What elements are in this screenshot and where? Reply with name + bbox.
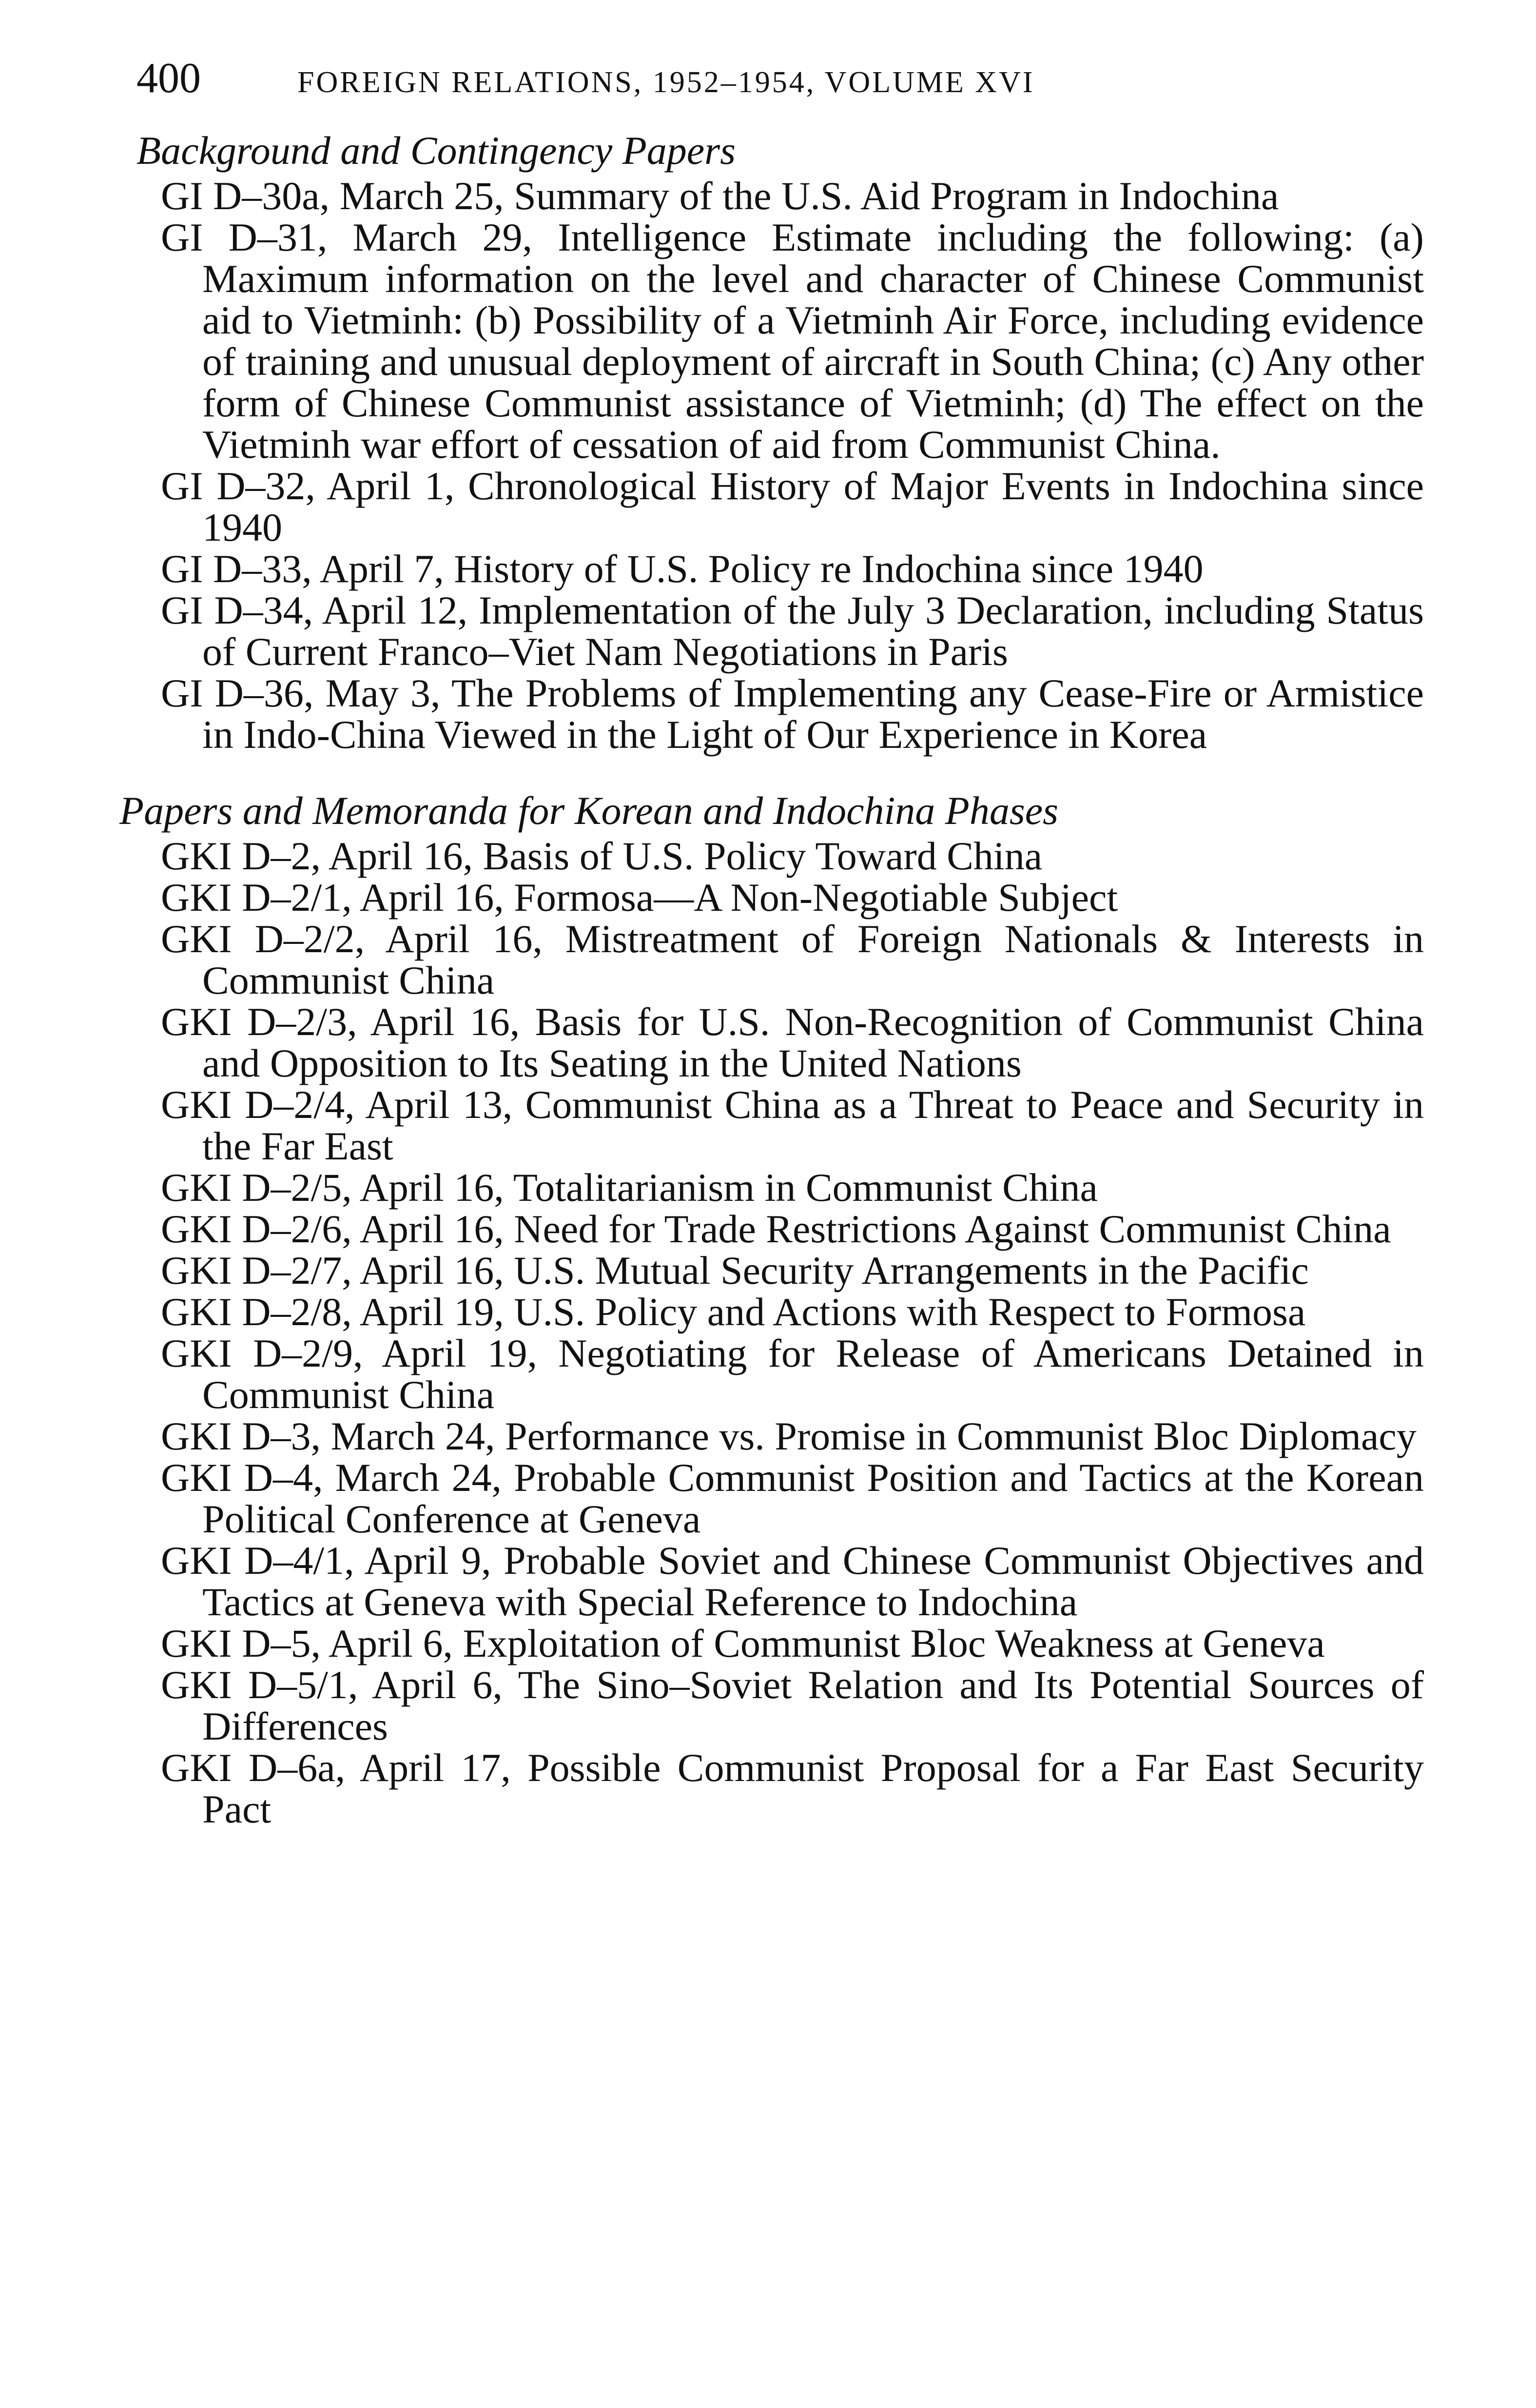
list-item: GKI D–2/3, April 16, Basis for U.S. Non-Recognition of Communist China and Opposition to Its Seating in the United Nations <box>161 999 1424 1085</box>
list-item: GKI D–2/9, April 19, Negotiating for Release of Americans Detained in Communist China <box>161 1331 1424 1417</box>
list-item: GI D–31, March 29, Intelligence Estimate including the following: (a) Maximum information on the level and character of Chinese Communist aid to Vietminh: (b) Possibility of a Vietminh Air Force, including evidence of training and unusual deployment of aircraft in South China; (c) Any other form of Chinese Communist assistance of Vietminh; (d) The effect on the Vietminh war effort of cessation of aid from Communist China. <box>161 215 1424 467</box>
list-item: GI D–33, April 7, History of U.S. Policy re Indochina since 1940 <box>161 547 1204 591</box>
section-heading-papers-memoranda: Papers and Memoranda for Korean and Indochina Phases <box>119 788 1059 833</box>
list-item: GKI D–2/5, April 16, Totalitarianism in Communist China <box>161 1165 1098 1210</box>
list-item: GKI D–2/8, April 19, U.S. Policy and Actions with Respect to Formosa <box>161 1290 1306 1334</box>
list-item: GKI D–5/1, April 6, The Sino–Soviet Relation and Its Potential Sources of Differences <box>161 1663 1424 1748</box>
list-item: GI D–30a, March 25, Summary of the U.S. Aid Program in Indochina <box>161 174 1279 218</box>
papers-memoranda-list <box>119 835 1424 1830</box>
list-item: GI D–32, April 1, Chronological History of Major Events in Indochina since 1940 <box>161 464 1424 549</box>
list-item: GKI D–3, March 24, Performance vs. Promise in Communist Bloc Diplomacy <box>161 1414 1417 1458</box>
list-item: GKI D–5, April 6, Exploitation of Communist Bloc Weakness at Geneva <box>161 1621 1325 1665</box>
list-item: GKI D–2/4, April 13, Communist China as a Threat to Peace and Security in the Far East <box>161 1082 1424 1168</box>
list-item: GKI D–2/7, April 16, U.S. Mutual Security Arrangements in the Pacific <box>161 1248 1309 1292</box>
page-number: 400 <box>136 55 201 102</box>
list-item: GKI D–6a, April 17, Possible Communist Proposal for a Far East Security Pact <box>161 1745 1424 1831</box>
list-item: GKI D–4/1, April 9, Probable Soviet and Chinese Communist Objectives and Tactics at Geneva with Special Reference to Indochina <box>161 1538 1424 1624</box>
list-item: GI D–36, May 3, The Problems of Implementing any Cease-Fire or Armistice in Indo-China Viewed in the Light of Our Experience in Korea <box>161 671 1424 757</box>
list-item: GI D–34, April 12, Implementation of the July 3 Declaration, including Status of Current Franco–Viet Nam Negotiations in Paris <box>161 588 1424 674</box>
background-papers-list <box>119 175 1424 755</box>
list-item: GKI D–2, April 16, Basis of U.S. Policy Toward China <box>161 834 1043 878</box>
list-item: GKI D–2/6, April 16, Need for Trade Restrictions Against Communist China <box>161 1207 1391 1251</box>
list-item: GKI D–2/1, April 16, Formosa—A Non-Negotiable Subject <box>161 875 1118 920</box>
volume-title: FOREIGN RELATIONS, 1952–1954, VOLUME XVI <box>297 66 1035 99</box>
section-heading-background: Background and Contingency Papers <box>136 128 736 173</box>
list-item: GKI D–2/2, April 16, Mistreatment of Foreign Nationals & Interests in Communist China <box>161 917 1424 1002</box>
running-head <box>136 54 1424 117</box>
list-item: GKI D–4, March 24, Probable Communist Position and Tactics at the Korean Political Conference at Geneva <box>161 1455 1424 1541</box>
